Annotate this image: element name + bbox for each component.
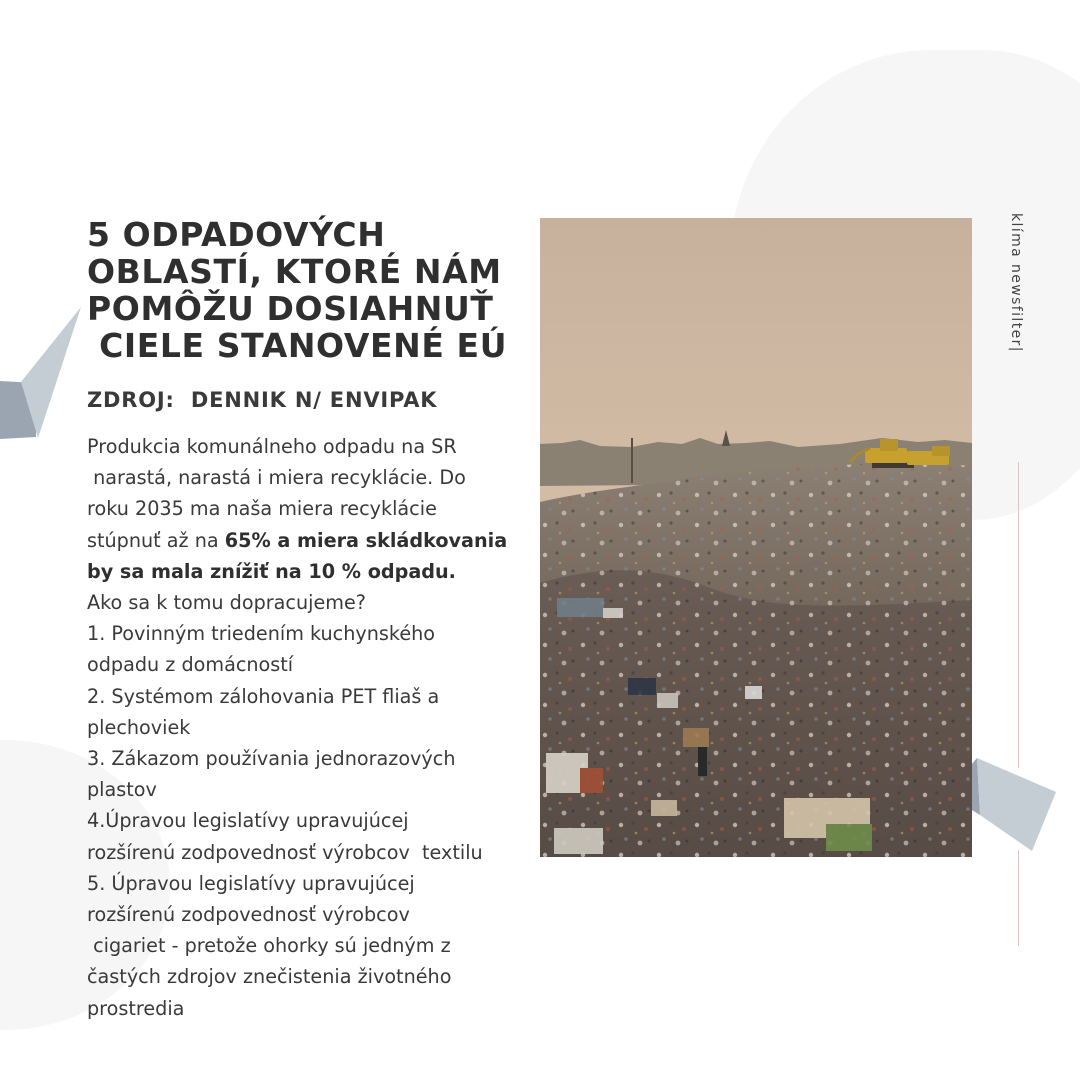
brand-vertical-label: klíma newsfilter|: [1008, 213, 1024, 353]
side-divider-line: [1018, 850, 1019, 946]
body-point-line: cigariet - pretože ohorky sú jedným z: [87, 934, 451, 958]
headline-line-1: 5 ODPADOVÝCH: [87, 215, 386, 254]
body-point-line: častých zdrojov znečistenia životného: [87, 965, 452, 989]
body-line: narastá, narastá i miera recyklácie. Do: [87, 466, 466, 490]
folded-paper-decoration-left: [0, 305, 82, 440]
body-point-line: 3. Zákazom používania jednorazových: [87, 747, 456, 771]
body-point-line: odpadu z domácností: [87, 653, 294, 677]
body-line: roku 2035 ma naša miera recyklácie: [87, 497, 437, 521]
body-point-line: prostredia: [87, 996, 185, 1020]
headline-line-2: OBLASTÍ, KTORÉ NÁM: [87, 252, 502, 291]
headline: [87, 216, 517, 364]
body-question: Ako sa k tomu dopracujeme?: [87, 591, 366, 615]
body-point-line: rozšírenú zodpovednosť výrobcov: [87, 903, 410, 927]
source-label: ZDROJ: DENNIK N/ ENVIPAK: [87, 388, 438, 412]
body-emphasis-bold: 65% a miera skládkovania: [224, 528, 508, 552]
body-point-line: 1. Povinným triedením kuchynského: [87, 622, 436, 646]
body-emphasis-line-2: [87, 556, 547, 587]
headline-line-4: CIELE STANOVENÉ EÚ: [87, 326, 508, 365]
headline-line-3: POMÔŽU DOSIAHNUŤ: [87, 289, 494, 328]
body-point-line: plastov: [87, 778, 157, 802]
body-line: Produkcia komunálneho odpadu na SR: [87, 435, 457, 458]
landfill-photo: [540, 218, 972, 857]
body-point-line: plechoviek: [87, 715, 191, 739]
body-emphasis-line: [87, 525, 547, 556]
side-divider-line: [1018, 462, 1019, 768]
body-point-line: rozšírenú zodpovednosť výrobcov textilu: [87, 840, 483, 864]
body-point-line: 2. Systémom zálohovania PET fliaš a: [87, 684, 440, 708]
body-point-line: 4.Úpravou legislatívy upravujúcej: [87, 809, 409, 833]
body-point-line: 5. Úpravou legislatívy upravujúcej: [87, 871, 415, 895]
article-body: [87, 431, 547, 1024]
body-emphasis-prefix: stúpnuť až na: [87, 528, 225, 552]
body-emphasis-bold-2: by sa mala znížiť na 10 % odpadu.: [87, 559, 456, 583]
